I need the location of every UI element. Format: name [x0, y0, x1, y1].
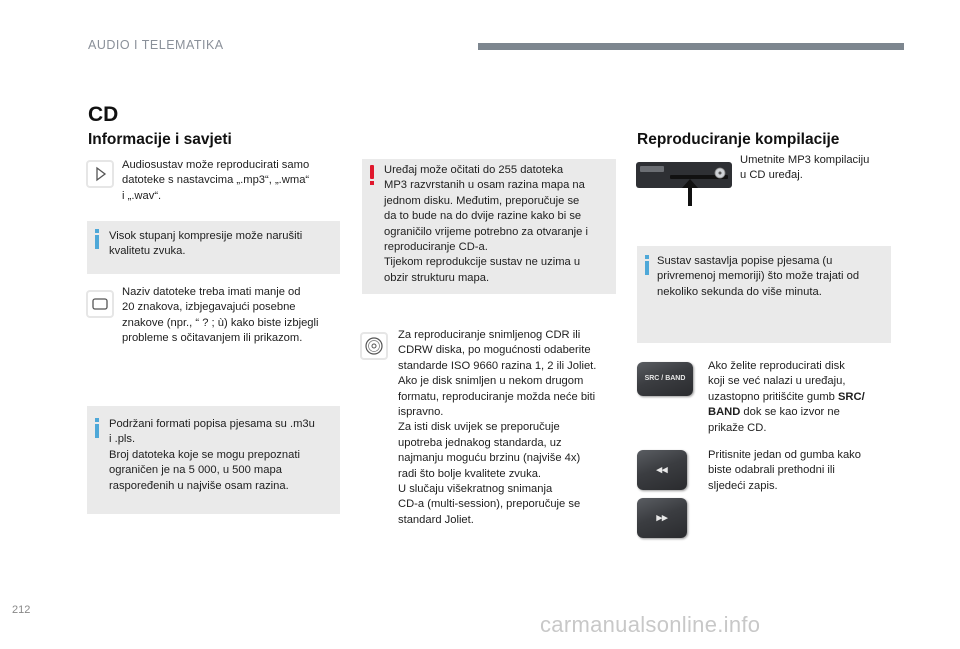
info-icon: [95, 229, 99, 249]
text-line: datoteke s nastavcima „.mp3“, „.wma“: [122, 174, 310, 187]
page-title: CD: [88, 103, 119, 126]
paragraph-src: [708, 359, 865, 436]
text-line: Sustav sastavlja popise pjesama (u: [657, 255, 833, 267]
section-title-compilation: Reproduciranje kompilacije: [637, 131, 840, 148]
text-line: Ako je disk snimljen u nekom drugom: [398, 375, 584, 388]
next-track-button: [637, 498, 687, 538]
text-span: uzastopno pritišćite gumb: [708, 390, 838, 403]
previous-track-button: [637, 450, 687, 490]
text-line: formatu, reproduciranje možda neće biti: [398, 390, 596, 403]
text-line: Pritisnite jedan od gumba kako: [708, 449, 861, 461]
warning-icon: [370, 165, 374, 185]
text-line: standarde ISO 9660 razina 1, 2 ili Joliet.: [398, 359, 597, 372]
text-line: ispravno.: [398, 406, 444, 419]
text-line: da to bude na do dvije razine kako bi se: [384, 210, 582, 223]
text-line: [708, 390, 865, 405]
fast-forward-icon: ▸▸: [656, 512, 668, 524]
text-line: Naziv datoteke treba imati manje od: [122, 286, 301, 298]
text-line: ograničen je na 5 000, u 500 mapa: [109, 464, 282, 477]
cd-disc-icon: [360, 332, 388, 360]
info-text-memory: [657, 254, 859, 300]
info-text-playlists: [109, 417, 315, 494]
text-line: MP3 razvrstanih u osam razina mapa na: [384, 179, 585, 192]
text-line: Visok stupanj kompresije može narušiti: [109, 230, 303, 242]
text-line: i „.wav“.: [122, 189, 162, 202]
paragraph-filename: [122, 285, 319, 347]
text-line: Za isti disk uvijek se preporučuje: [398, 421, 560, 434]
text-line: probleme s očitavanjem ili prikazom.: [122, 332, 303, 345]
header-bar: [478, 43, 904, 50]
text-line: Tijekom reprodukcije sustav ne uzima u: [384, 256, 581, 269]
text-line: Podržani formati popisa pjesama su .m3u: [109, 418, 315, 430]
text-line: upotreba jednakog standarda, uz: [398, 436, 562, 449]
section-header-title: AUDIO I TELEMATIKA: [88, 38, 224, 52]
text-line: ograničilo vrijeme potrebno za otvaranje i: [384, 225, 588, 238]
text-line: nekoliko sekunda do više minuta.: [657, 285, 822, 298]
display-icon: [86, 290, 114, 318]
section-title-info: Informacije i savjeti: [88, 131, 232, 148]
text-line: biste odabrali prethodni ili: [708, 464, 835, 477]
text-line: Ako želite reproducirati disk: [708, 360, 845, 372]
cd-player-illustration: [636, 158, 732, 208]
text-line: u CD uređaj.: [740, 169, 803, 182]
text-line: najmanju moguću brzinu (najviše 4x): [398, 452, 581, 465]
info-icon: [645, 255, 649, 275]
paragraph-insert: [740, 153, 869, 184]
text-line: raspoređenih u najviše osam razina.: [109, 479, 289, 492]
watermark: carmanualsonline.info: [540, 612, 761, 637]
text-line: 20 znakova, izbjegavajući posebne: [122, 301, 296, 314]
play-icon: [86, 160, 114, 188]
text-line: [708, 405, 865, 420]
text-span: dok se kao izvor ne: [740, 406, 840, 419]
paragraph-formats: [122, 158, 309, 204]
rewind-icon: ◂◂: [656, 464, 668, 476]
text-line: jednom disku. Međutim, preporučuje se: [384, 194, 580, 207]
text-line: sljedeći zapis.: [708, 479, 778, 492]
text-line: privremenoj memoriji) što može trajati od: [657, 270, 860, 283]
text-line: Za reproduciranje snimljenog CDR ili: [398, 329, 581, 341]
info-text-compression: [109, 229, 302, 260]
text-line: prikaže CD.: [708, 421, 767, 434]
src-band-button: [637, 362, 693, 396]
text-line: standard Joliet.: [398, 513, 474, 526]
paragraph-cdr: [398, 328, 596, 528]
text-line: CDRW diska, po mogućnosti odaberite: [398, 344, 591, 357]
text-line: kvalitetu zvuka.: [109, 245, 186, 258]
paragraph-prev-next: [708, 448, 861, 494]
info-icon: [95, 418, 99, 438]
text-line: radi što bolje kvalitete zvuka.: [398, 467, 542, 480]
text-line: obzir strukturu mapa.: [384, 271, 490, 284]
page-number: 212: [12, 604, 31, 616]
text-line: Umetnite MP3 kompilaciju: [740, 154, 870, 166]
warning-text: [384, 163, 588, 286]
text-line: U slučaju višekratnog snimanja: [398, 483, 553, 496]
src-band-label: SRC / BAND: [644, 375, 686, 382]
text-line: koji se već nalazi u uređaju,: [708, 375, 846, 388]
text-line: i .pls.: [109, 433, 136, 446]
text-line: Audiosustav može reproducirati samo: [122, 159, 310, 171]
text-line: znakove (npr., “ ? ; ù) kako biste izbjegli: [122, 316, 319, 329]
text-line: Broj datoteka koje se mogu prepoznati: [109, 448, 300, 461]
text-line: Uređaj može očitati do 255 datoteka: [384, 164, 564, 176]
text-line: reproduciranje CD-a.: [384, 241, 488, 254]
bold-band: BAND: [708, 406, 741, 419]
text-line: CD-a (multi-session), preporučuje se: [398, 498, 581, 511]
bold-src: SRC/: [837, 390, 865, 403]
